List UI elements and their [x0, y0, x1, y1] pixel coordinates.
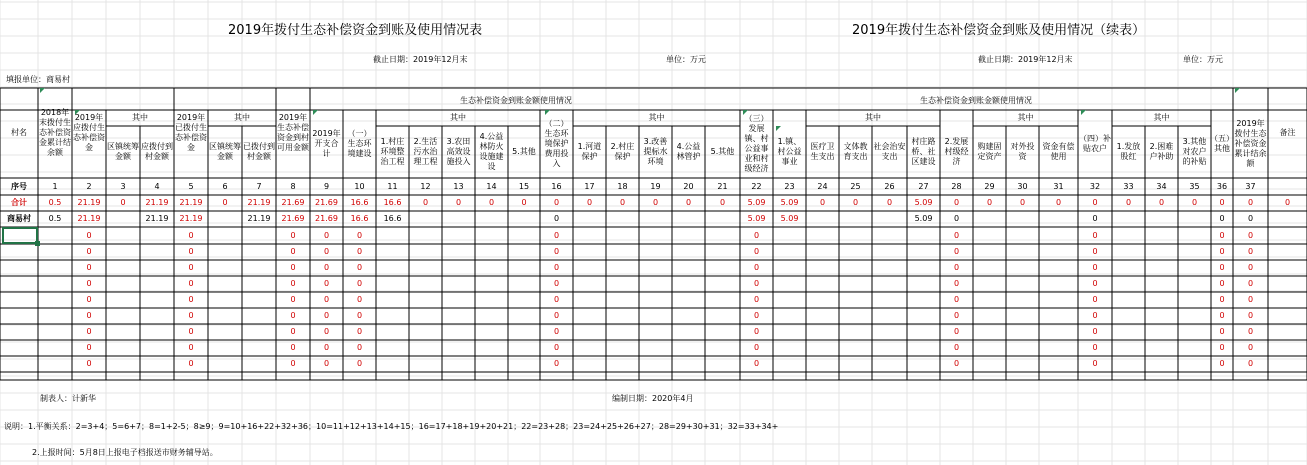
formula-zero-cell: 0: [356, 247, 363, 256]
formula-zero-cell: 0: [356, 263, 363, 272]
village-row-cell: 21.69: [281, 214, 305, 223]
village-row-cell: [973, 211, 1006, 227]
formula-zero-cell: 0: [753, 327, 760, 336]
village-row-cell: 21.19: [145, 214, 169, 223]
column-header: （一）生态环境建设: [347, 129, 372, 158]
formula-zero-cell: 0: [323, 311, 330, 320]
village-row-cell: [672, 211, 705, 227]
column-header: 社会治安支出: [873, 142, 906, 161]
formula-zero-cell: 0: [188, 279, 194, 288]
column-header: 2019年生态补偿资金到村可用金额: [277, 113, 309, 152]
column-number: 18: [617, 181, 628, 191]
column-header: 2.发展村级经济: [944, 137, 969, 166]
total-row-cell: 0: [886, 198, 893, 207]
total-row-cell: 0: [1055, 198, 1062, 207]
formula-zero-cell: 0: [1219, 295, 1225, 304]
column-number: 21: [717, 181, 728, 191]
column-number: 9: [323, 181, 330, 191]
total-row-cell: 0: [1125, 198, 1132, 207]
total-row-cell: 21.19: [179, 198, 203, 207]
column-number: 14: [486, 181, 497, 191]
qizhong-label: 其中: [132, 113, 148, 122]
comment-indicator-icon: [1235, 88, 1240, 93]
column-number: 25: [850, 181, 861, 191]
formula-zero-cell: 0: [553, 230, 560, 240]
village-row-cell: [208, 211, 242, 227]
formula-zero-cell: 0: [323, 327, 330, 336]
column-header: 2019年开支合计: [312, 129, 341, 158]
formula-zero-cell: 0: [86, 263, 92, 272]
column-header: （四）补贴农户: [1079, 134, 1111, 153]
column-number: 2: [86, 181, 92, 191]
total-row-cell: 0: [619, 198, 626, 207]
formula-zero-cell: 0: [953, 263, 960, 272]
total-row-cell: 0: [120, 198, 126, 207]
total-row-cell: 5.09: [914, 198, 933, 207]
column-number: 8: [290, 181, 296, 191]
formula-zero-cell: 0: [953, 359, 960, 368]
column-header: 区镇统筹金额: [107, 142, 139, 161]
formula-zero-cell: 0: [753, 343, 760, 352]
village-row-cell: 16.6: [350, 214, 369, 223]
total-row-cell: 21.69: [281, 198, 305, 207]
formula-zero-cell: 0: [290, 359, 296, 368]
formula-zero-cell: 0: [1247, 230, 1254, 240]
group-header-left: 生态补偿资金到账金额使用情况: [460, 96, 572, 105]
total-row-cell: 0: [986, 198, 993, 207]
formula-zero-cell: 0: [1247, 343, 1254, 352]
filler-unit: 填报单位：商易村: [6, 75, 70, 84]
formula-zero-cell: 0: [753, 263, 760, 272]
column-header: 1.发放股红: [1116, 142, 1141, 161]
formula-zero-cell: 0: [1092, 230, 1098, 240]
column-number: 3: [120, 181, 126, 191]
column-number: 26: [884, 181, 895, 191]
comment-indicator-icon: [1081, 110, 1086, 115]
column-number: 17: [584, 181, 595, 191]
comment-indicator-icon: [776, 126, 781, 131]
column-number: 36: [1216, 181, 1228, 191]
column-number: 22: [751, 181, 762, 191]
column-number: 11: [387, 181, 398, 191]
column-number: 20: [683, 181, 694, 191]
total-row-cell: 0: [852, 198, 859, 207]
total-row-cell: 0: [553, 198, 560, 207]
total-row-cell: 0: [1219, 198, 1225, 207]
village-row-cell: [475, 211, 508, 227]
formula-zero-cell: 0: [953, 247, 960, 256]
formula-zero-cell: 0: [323, 343, 330, 352]
column-header: 3.其他对农户的补贴: [1182, 137, 1207, 166]
formula-zero-cell: 0: [86, 247, 92, 256]
total-row-cell: 0: [652, 198, 659, 207]
formula-zero-cell: 0: [553, 295, 560, 304]
column-number: 19: [650, 181, 661, 191]
village-row-cell: 0.5: [48, 214, 62, 223]
column-number: 12: [420, 181, 431, 191]
column-number: 37: [1245, 181, 1256, 191]
formula-zero-cell: 0: [356, 279, 363, 288]
column-number: 1: [52, 181, 58, 191]
deadline-left: 截止日期：2019年12月末: [373, 55, 468, 64]
formula-zero-cell: 0: [553, 327, 560, 336]
village-row-cell: 0: [953, 214, 960, 223]
column-number: 23: [784, 181, 795, 191]
formula-zero-cell: 0: [553, 247, 560, 256]
village-row-cell: [839, 211, 872, 227]
formula-zero-cell: 0: [1219, 247, 1225, 256]
column-header: 2.生活污水治理工程: [413, 137, 438, 166]
column-header: 4.公益林防火设施建设: [479, 132, 504, 171]
comment-indicator-icon: [545, 110, 550, 115]
formula-zero-cell: 0: [290, 327, 296, 336]
selected-cell[interactable]: [2, 227, 38, 244]
formula-zero-cell: 0: [753, 359, 760, 368]
formula-zero-cell: 0: [1092, 279, 1098, 288]
column-header: 2.困难户补助: [1149, 142, 1174, 161]
total-row-cell: 16.6: [383, 198, 402, 207]
fill-handle[interactable]: [35, 241, 40, 246]
formula-zero-cell: 0: [86, 279, 92, 288]
comment-indicator-icon: [743, 110, 748, 115]
formula-zero-cell: 0: [753, 295, 760, 304]
formula-zero-cell: 0: [188, 343, 194, 352]
total-row-cell: 0: [1092, 198, 1098, 207]
formula-zero-cell: 0: [86, 311, 92, 320]
formula-zero-cell: 0: [1092, 311, 1098, 320]
formula-zero-cell: 0: [323, 279, 330, 288]
column-number: 15: [518, 181, 530, 191]
column-number: 30: [1017, 181, 1028, 191]
column-header: 资金有偿使用: [1042, 142, 1075, 161]
column-number: 24: [817, 181, 828, 191]
column-number: 29: [984, 181, 995, 191]
column-header: 2019年已拨付生态补偿资金: [175, 113, 207, 152]
column-header: 2.村庄保护: [610, 142, 635, 161]
column-header: 应拨付到村金额: [141, 142, 173, 161]
formula-zero-cell: 0: [188, 230, 194, 240]
column-number: 6: [222, 181, 228, 191]
qizhong-label: 其中: [1017, 113, 1034, 122]
column-header: 已拨付到村金额: [243, 142, 275, 161]
total-row-cell: 0: [586, 198, 593, 207]
formula-zero-cell: 0: [356, 311, 363, 320]
formula-zero-cell: 0: [188, 295, 194, 304]
village-row-cell: 0: [553, 214, 560, 223]
column-header: 5.其他: [710, 147, 735, 156]
village-row-cell: 21.69: [315, 214, 338, 223]
total-row-cell: 0: [819, 198, 826, 207]
formula-zero-cell: 0: [1247, 311, 1254, 320]
formula-zero-cell: 0: [1092, 295, 1098, 304]
column-number: 5: [188, 181, 194, 191]
formula-zero-cell: 0: [553, 311, 560, 320]
village-row-cell: [1178, 211, 1211, 227]
village-row-cell: 21.19: [247, 214, 271, 223]
village-row-cell: [106, 211, 140, 227]
column-header: 1.河道保护: [577, 142, 602, 161]
village-row-cell: 0: [1247, 214, 1254, 223]
column-header: 3.农田高效设施投入: [446, 137, 471, 166]
village-row-cell: 21.19: [179, 214, 203, 223]
village-row-cell: [872, 211, 907, 227]
formula-zero-cell: 0: [553, 343, 560, 352]
formula-zero-cell: 0: [290, 311, 296, 320]
formula-zero-cell: 0: [553, 279, 560, 288]
column-header: 2019年拨付生态补偿资金累计结余额: [1234, 119, 1267, 168]
village-row-cell: 16.6: [383, 214, 402, 223]
formula-zero-cell: 0: [1247, 327, 1254, 336]
formula-zero-cell: 0: [1092, 359, 1098, 368]
total-row-cell: 0: [1284, 198, 1291, 207]
village-row-cell: 5.09: [914, 214, 933, 223]
column-number: [1268, 178, 1307, 195]
column-number: 4: [154, 181, 160, 191]
sheet-title-continued: 2019年拨付生态补偿资金到账及使用情况（续表）: [852, 23, 1146, 38]
total-row-cell: 0: [1019, 198, 1026, 207]
column-header: 文体教育支出: [843, 142, 868, 161]
formula-zero-cell: 0: [1092, 263, 1098, 272]
column-header: 3.改善提标水环境: [643, 137, 668, 166]
formula-zero-cell: 0: [356, 327, 363, 336]
formula-zero-cell: 0: [86, 359, 92, 368]
formula-zero-cell: 0: [953, 279, 960, 288]
village-row-cell: [1112, 211, 1145, 227]
qizhong-label: 其中: [648, 113, 665, 122]
total-row-cell: 0.5: [48, 198, 62, 207]
total-row-cell: 21.19: [247, 198, 271, 207]
note-line-1: 说明：1.平衡关系：2=3+4；5=6+7；8=1+2-5；8≥9；9=10+16+22+32+36；10=11+12+13+14+15；16=17+18+19+20+21；22=23+28；23=24+25+26+27；28=29+30+31；32=33+34+: [4, 422, 779, 431]
formula-zero-cell: 0: [323, 295, 330, 304]
village-row-cell: 21.19: [77, 214, 101, 223]
column-number: 10: [354, 181, 365, 191]
village-row-cell: [806, 211, 839, 227]
village-row-cell: [1268, 211, 1307, 227]
formula-zero-cell: 0: [290, 343, 296, 352]
total-row-cell: 0: [1158, 198, 1165, 207]
total-row-cell: 21.19: [77, 198, 101, 207]
formula-zero-cell: 0: [188, 247, 194, 256]
formula-zero-cell: 0: [356, 230, 363, 240]
formula-zero-cell: 0: [86, 327, 92, 336]
village-row-cell: [1039, 211, 1078, 227]
total-row-cell: 21.19: [145, 198, 169, 207]
village-row-cell: [508, 211, 540, 227]
formula-zero-cell: 0: [1247, 359, 1254, 368]
village-row-cell: 5.09: [747, 214, 766, 223]
village-row-cell: [1006, 211, 1039, 227]
column-header: （五）其他: [1210, 134, 1234, 153]
column-header: （三）发展镇、村公益事业和村级经济: [744, 114, 769, 173]
column-header: 村庄路桥、社区建设: [911, 137, 936, 166]
formula-zero-cell: 0: [1247, 279, 1254, 288]
column-number: 34: [1156, 181, 1167, 191]
total-row-cell: 0: [719, 198, 726, 207]
formula-zero-cell: 0: [1219, 311, 1225, 320]
formula-zero-cell: 0: [753, 230, 760, 240]
formula-zero-cell: 0: [1092, 247, 1098, 256]
formula-zero-cell: 0: [356, 359, 363, 368]
formula-zero-cell: 0: [1092, 343, 1098, 352]
formula-zero-cell: 0: [1219, 230, 1225, 240]
column-header: 1.镇、村公益事业: [777, 137, 802, 166]
total-row-cell: 0: [422, 198, 429, 207]
formula-zero-cell: 0: [86, 343, 92, 352]
formula-zero-cell: 0: [86, 295, 92, 304]
column-header: 对外投资: [1010, 142, 1035, 161]
column-number: 7: [256, 181, 262, 191]
reporter-label: 制表人：计新华: [40, 394, 96, 403]
formula-zero-cell: 0: [953, 343, 960, 352]
total-row-cell: 5.09: [747, 198, 766, 207]
formula-zero-cell: 0: [1247, 295, 1254, 304]
village-row-cell: 5.09: [780, 214, 799, 223]
formula-zero-cell: 0: [1219, 327, 1225, 336]
formula-zero-cell: 0: [356, 343, 363, 352]
formula-zero-cell: 0: [953, 295, 960, 304]
formula-zero-cell: 0: [188, 359, 194, 368]
column-number: 13: [453, 181, 464, 191]
village-row-cell: [606, 211, 639, 227]
formula-zero-cell: 0: [323, 359, 330, 368]
formula-zero-cell: 0: [553, 263, 560, 272]
total-row-cell: 0: [222, 198, 228, 207]
qizhong-label: 其中: [234, 113, 250, 122]
sheet-title-main: 2019年拨付生态补偿资金到账及使用情况表: [228, 23, 483, 38]
column-number: 28: [951, 181, 962, 191]
formula-zero-cell: 0: [1092, 327, 1098, 336]
column-number: 27: [918, 181, 929, 191]
total-row-cell: 0: [455, 198, 462, 207]
village-row-cell: [705, 211, 740, 227]
total-row-cell: 0: [685, 198, 692, 207]
column-number: 32: [1089, 181, 1101, 191]
comment-indicator-icon: [313, 110, 318, 115]
unit-right: 单位：万元: [1183, 55, 1223, 64]
formula-zero-cell: 0: [1219, 343, 1225, 352]
formula-zero-cell: 0: [553, 359, 560, 368]
compile-date-label: 编制日期：2020年4月: [612, 394, 694, 403]
village-row-cell: 0: [1092, 214, 1098, 223]
column-number: 31: [1053, 181, 1064, 191]
column-header: 5.其他: [512, 147, 536, 156]
formula-zero-cell: 0: [953, 311, 960, 320]
formula-zero-cell: 0: [323, 263, 330, 272]
formula-zero-cell: 0: [188, 327, 194, 336]
comment-indicator-icon: [40, 88, 45, 93]
formula-zero-cell: 0: [1247, 263, 1254, 272]
group-header-right: 生态补偿资金到账金额使用情况: [920, 96, 1032, 105]
formula-zero-cell: 0: [753, 311, 760, 320]
village-row-cell: 0: [1219, 214, 1225, 223]
column-header: 2019年应拨付生态补偿资金: [73, 113, 105, 152]
formula-zero-cell: 0: [1219, 279, 1225, 288]
column-number: 33: [1123, 181, 1134, 191]
column-header: 医疗卫生支出: [810, 142, 835, 161]
column-number: 35: [1189, 181, 1200, 191]
total-row-cell: 0: [953, 198, 960, 207]
qizhong-label: 其中: [1153, 113, 1170, 122]
formula-zero-cell: 0: [323, 247, 330, 256]
total-row-cell: 21.69: [315, 198, 338, 207]
formula-zero-cell: 0: [1247, 247, 1254, 256]
unit-left: 单位：万元: [666, 55, 706, 64]
formula-zero-cell: 0: [323, 230, 330, 240]
note-line-2: 2.上报时间：5月8日上报电子档报送市财务辅导站。: [32, 448, 218, 457]
column-header: 村名: [11, 128, 27, 137]
comment-indicator-icon: [75, 110, 80, 115]
formula-zero-cell: 0: [290, 295, 296, 304]
total-row-cell: 合计: [11, 198, 27, 207]
formula-zero-cell: 0: [356, 295, 363, 304]
total-row-cell: 0: [1191, 198, 1198, 207]
village-row-cell: [1145, 211, 1178, 227]
total-row-cell: 16.6: [350, 198, 369, 207]
deadline-right: 截止日期：2019年12月末: [978, 55, 1073, 64]
column-header: 购建固定资产: [977, 142, 1002, 161]
column-header: 2018年末拨付生态补偿资金累计结余额: [39, 108, 71, 157]
column-header: 区镇统筹金额: [209, 142, 241, 161]
formula-zero-cell: 0: [86, 230, 92, 240]
column-header: （二）生态环境保护费用投入: [544, 119, 569, 168]
formula-zero-cell: 0: [290, 247, 296, 256]
village-row-cell: [409, 211, 442, 227]
total-row-cell: 5.09: [780, 198, 799, 207]
formula-zero-cell: 0: [953, 230, 960, 240]
column-header: 备注: [1279, 128, 1296, 137]
formula-zero-cell: 0: [188, 263, 194, 272]
village-row-cell: [639, 211, 672, 227]
formula-zero-cell: 0: [1219, 359, 1225, 368]
formula-zero-cell: 0: [753, 247, 760, 256]
qizhong-label: 其中: [450, 113, 466, 122]
formula-zero-cell: 0: [188, 311, 194, 320]
qizhong-label: 其中: [865, 113, 881, 122]
column-number: 16: [551, 181, 562, 191]
total-row-cell: 0: [1247, 198, 1254, 207]
village-row-cell: 商易村: [7, 214, 31, 223]
formula-zero-cell: 0: [290, 279, 296, 288]
village-row-cell: [573, 211, 606, 227]
formula-zero-cell: 0: [953, 327, 960, 336]
total-row-cell: 0: [521, 198, 527, 207]
formula-zero-cell: 0: [753, 279, 760, 288]
formula-zero-cell: 0: [1219, 263, 1225, 272]
column-header: 4.公益林管护: [676, 142, 701, 161]
formula-zero-cell: 0: [290, 263, 296, 272]
total-row-cell: 0: [488, 198, 495, 207]
column-header: 1.村庄环境整治工程: [380, 137, 405, 166]
village-row-cell: [442, 211, 475, 227]
column-number: 序号: [11, 181, 27, 191]
formula-zero-cell: 0: [290, 230, 296, 240]
